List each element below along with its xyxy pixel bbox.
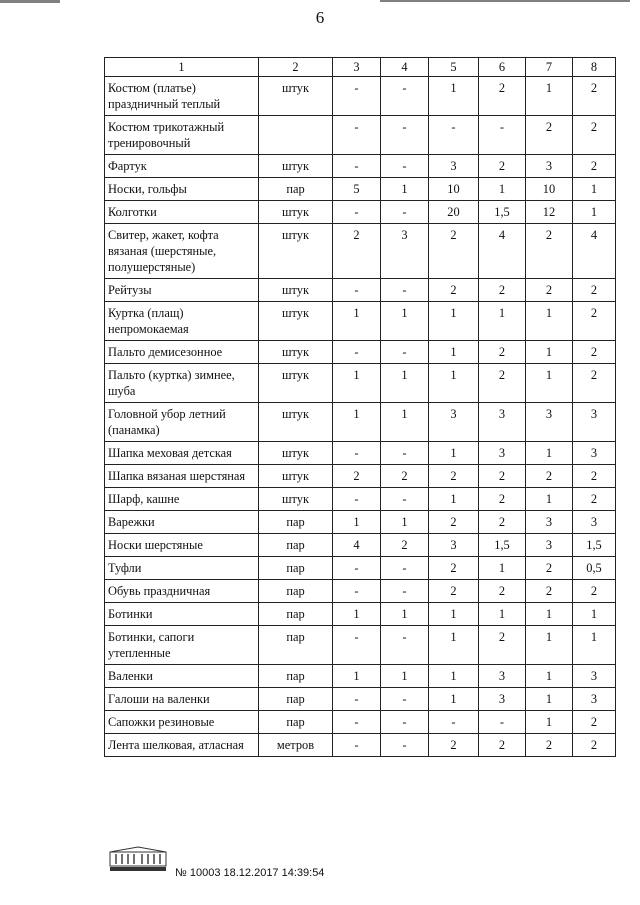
norm-value: - <box>333 77 381 116</box>
norm-value: 3 <box>573 442 616 465</box>
norm-value: 2 <box>573 77 616 116</box>
table-row <box>105 364 616 403</box>
norm-value: 20 <box>429 201 479 224</box>
item-unit: штук <box>259 201 333 224</box>
norm-value: 2 <box>479 364 526 403</box>
item-name: Пальто (куртка) зимнее, шуба <box>105 364 259 403</box>
column-header: 2 <box>259 58 333 77</box>
norm-value: - <box>333 580 381 603</box>
norm-value: 2 <box>526 580 573 603</box>
norm-value: 2 <box>573 341 616 364</box>
norm-value: 1 <box>526 488 573 511</box>
norm-value: 2 <box>479 341 526 364</box>
norm-value: 1 <box>526 442 573 465</box>
item-name: Колготки <box>105 201 259 224</box>
norm-value: - <box>381 711 429 734</box>
table-row <box>105 488 616 511</box>
norm-value: 1 <box>429 302 479 341</box>
norm-value: 1 <box>429 77 479 116</box>
norm-value: - <box>333 557 381 580</box>
norm-value: - <box>333 279 381 302</box>
norm-value: 1 <box>333 403 381 442</box>
norm-value: 2 <box>479 580 526 603</box>
norm-value: - <box>381 442 429 465</box>
norm-value: 3 <box>526 403 573 442</box>
norm-value: 2 <box>573 116 616 155</box>
norm-value: 2 <box>573 279 616 302</box>
table-row <box>105 77 616 116</box>
item-name: Обувь праздничная <box>105 580 259 603</box>
norm-value: 1 <box>526 711 573 734</box>
item-name: Фартук <box>105 155 259 178</box>
norm-value: 2 <box>429 465 479 488</box>
norm-value: 2 <box>479 155 526 178</box>
norm-value: - <box>381 116 429 155</box>
column-header: 6 <box>479 58 526 77</box>
norm-value: 1 <box>333 603 381 626</box>
norm-value: 1 <box>429 364 479 403</box>
item-name: Шарф, кашне <box>105 488 259 511</box>
item-name: Костюм трикотажный тренировочный <box>105 116 259 155</box>
norm-value: - <box>333 116 381 155</box>
item-name: Головной убор летний (панамка) <box>105 403 259 442</box>
norm-value: 1 <box>429 488 479 511</box>
norm-value: 2 <box>479 279 526 302</box>
norm-value: - <box>381 77 429 116</box>
norm-value: 1 <box>526 688 573 711</box>
norm-value: 3 <box>479 442 526 465</box>
norm-value: 2 <box>381 534 429 557</box>
norm-value: - <box>333 201 381 224</box>
norm-value: - <box>429 711 479 734</box>
norm-value: 3 <box>573 511 616 534</box>
norm-value: 3 <box>479 688 526 711</box>
norm-value: 3 <box>479 403 526 442</box>
norm-value: - <box>381 626 429 665</box>
norm-value: 1 <box>526 603 573 626</box>
norm-value: 3 <box>381 224 429 279</box>
norm-value: 10 <box>526 178 573 201</box>
norm-value: 2 <box>573 155 616 178</box>
norm-value: 1 <box>479 302 526 341</box>
norm-value: 3 <box>526 511 573 534</box>
norm-value: 2 <box>429 511 479 534</box>
norm-value: - <box>479 711 526 734</box>
table-row <box>105 116 616 155</box>
item-name: Костюм (платье) праздничный теплый <box>105 77 259 116</box>
norm-value: - <box>333 341 381 364</box>
norm-value: 2 <box>333 224 381 279</box>
norm-value: - <box>381 580 429 603</box>
table-row <box>105 734 616 757</box>
item-unit: пар <box>259 626 333 665</box>
item-unit: пар <box>259 511 333 534</box>
norm-value: 3 <box>429 534 479 557</box>
norm-value: 1 <box>479 557 526 580</box>
norm-value: 2 <box>479 511 526 534</box>
item-name: Варежки <box>105 511 259 534</box>
norm-value: 1 <box>381 403 429 442</box>
norm-value: 1 <box>429 603 479 626</box>
item-unit: пар <box>259 534 333 557</box>
item-name: Пальто демисезонное <box>105 341 259 364</box>
item-name: Носки, гольфы <box>105 178 259 201</box>
table-row <box>105 665 616 688</box>
norm-value: - <box>333 488 381 511</box>
norm-value: 1 <box>381 665 429 688</box>
norm-value: 3 <box>526 155 573 178</box>
table-row <box>105 688 616 711</box>
norm-value: 1 <box>381 178 429 201</box>
norm-value: 1 <box>333 665 381 688</box>
norm-value: 2 <box>573 734 616 757</box>
norm-value: 1 <box>381 511 429 534</box>
norm-value: - <box>381 341 429 364</box>
building-logo-icon <box>108 846 168 872</box>
item-unit: штук <box>259 488 333 511</box>
norm-value: 1 <box>573 626 616 665</box>
norm-value: 1 <box>573 603 616 626</box>
item-unit: штук <box>259 465 333 488</box>
norm-value: 2 <box>526 734 573 757</box>
norm-value: 4 <box>573 224 616 279</box>
item-unit: штук <box>259 403 333 442</box>
norm-value: 3 <box>573 403 616 442</box>
norm-value: 0,5 <box>573 557 616 580</box>
item-unit <box>259 116 333 155</box>
norm-value: - <box>333 711 381 734</box>
norm-value: 1 <box>526 626 573 665</box>
norm-value: - <box>333 155 381 178</box>
norm-value: - <box>333 442 381 465</box>
norm-value: - <box>381 488 429 511</box>
norm-value: 1 <box>526 302 573 341</box>
column-header: 8 <box>573 58 616 77</box>
norm-value: 1 <box>333 511 381 534</box>
norm-value: 1 <box>479 603 526 626</box>
item-name: Лента шелковая, атласная <box>105 734 259 757</box>
column-header: 7 <box>526 58 573 77</box>
table-row <box>105 557 616 580</box>
item-unit: пар <box>259 688 333 711</box>
norm-value: 1 <box>573 178 616 201</box>
norm-value: 2 <box>573 580 616 603</box>
item-unit: штук <box>259 224 333 279</box>
table-row <box>105 201 616 224</box>
norm-value: 3 <box>573 688 616 711</box>
norm-value: 1,5 <box>479 534 526 557</box>
item-unit: метров <box>259 734 333 757</box>
item-unit: пар <box>259 711 333 734</box>
table-row <box>105 534 616 557</box>
norm-value: 3 <box>429 403 479 442</box>
norm-value: - <box>381 201 429 224</box>
norm-value: 1,5 <box>573 534 616 557</box>
norm-value: 3 <box>526 534 573 557</box>
norm-value: 1 <box>429 688 479 711</box>
norm-value: 2 <box>526 116 573 155</box>
norm-value: - <box>381 688 429 711</box>
clothing-norms-table <box>104 57 616 757</box>
item-unit: штук <box>259 341 333 364</box>
norm-value: 3 <box>573 665 616 688</box>
norm-value: 2 <box>573 711 616 734</box>
norm-value: 2 <box>429 580 479 603</box>
norm-value: 5 <box>333 178 381 201</box>
item-unit: штук <box>259 155 333 178</box>
norm-value: 1 <box>381 302 429 341</box>
table-row <box>105 403 616 442</box>
document-reference: № 10003 18.12.2017 14:39:54 <box>175 867 325 879</box>
item-unit: пар <box>259 603 333 626</box>
item-unit: штук <box>259 302 333 341</box>
norm-value: - <box>381 155 429 178</box>
norm-value: - <box>333 626 381 665</box>
norm-value: 2 <box>333 465 381 488</box>
item-name: Ботинки <box>105 603 259 626</box>
table-row <box>105 178 616 201</box>
item-name: Шапка меховая детская <box>105 442 259 465</box>
norm-value: 2 <box>479 626 526 665</box>
item-unit: штук <box>259 77 333 116</box>
item-unit: пар <box>259 665 333 688</box>
item-name: Валенки <box>105 665 259 688</box>
norm-value: 1 <box>573 201 616 224</box>
norm-value: 2 <box>526 224 573 279</box>
table-row <box>105 626 616 665</box>
norm-value: 2 <box>526 465 573 488</box>
item-name: Рейтузы <box>105 279 259 302</box>
column-header: 5 <box>429 58 479 77</box>
norm-value: 10 <box>429 178 479 201</box>
norm-value: 1 <box>333 302 381 341</box>
norm-value: 2 <box>573 364 616 403</box>
table-row <box>105 302 616 341</box>
table-row <box>105 580 616 603</box>
table-row <box>105 341 616 364</box>
norm-value: 2 <box>573 465 616 488</box>
norm-value: 1 <box>479 178 526 201</box>
norm-value: 4 <box>333 534 381 557</box>
table-row <box>105 603 616 626</box>
norm-value: 2 <box>479 734 526 757</box>
table-row <box>105 279 616 302</box>
table-row <box>105 465 616 488</box>
norm-value: - <box>333 734 381 757</box>
norm-value: 1 <box>526 665 573 688</box>
norm-value: - <box>381 557 429 580</box>
item-unit: штук <box>259 442 333 465</box>
table-body <box>105 58 616 757</box>
scan-artifact-right <box>380 0 630 2</box>
table-row <box>105 511 616 534</box>
norm-value: - <box>381 279 429 302</box>
item-name: Шапка вязаная шерстяная <box>105 465 259 488</box>
item-unit: пар <box>259 580 333 603</box>
norm-value: 1 <box>526 364 573 403</box>
norm-value: 2 <box>573 488 616 511</box>
norm-value: 1 <box>381 603 429 626</box>
norm-value: 2 <box>381 465 429 488</box>
norm-value: 1 <box>333 364 381 403</box>
table-row <box>105 711 616 734</box>
item-name: Туфли <box>105 557 259 580</box>
item-name: Галоши на валенки <box>105 688 259 711</box>
norm-value: 4 <box>479 224 526 279</box>
norm-value: 1 <box>381 364 429 403</box>
item-name: Сапожки резиновые <box>105 711 259 734</box>
norm-value: - <box>333 688 381 711</box>
norm-value: 2 <box>429 224 479 279</box>
column-header: 4 <box>381 58 429 77</box>
norm-value: 1 <box>429 442 479 465</box>
item-name: Носки шерстяные <box>105 534 259 557</box>
table-row <box>105 442 616 465</box>
header-row <box>105 58 616 77</box>
norm-value: 12 <box>526 201 573 224</box>
item-unit: штук <box>259 364 333 403</box>
table-row <box>105 155 616 178</box>
page-number: 6 <box>315 8 325 27</box>
item-unit: штук <box>259 279 333 302</box>
column-header: 3 <box>333 58 381 77</box>
column-header: 1 <box>105 58 259 77</box>
norm-value: - <box>479 116 526 155</box>
norm-value: - <box>381 734 429 757</box>
norm-value: 2 <box>479 488 526 511</box>
norm-value: 2 <box>479 465 526 488</box>
item-unit: пар <box>259 178 333 201</box>
norm-value: 1 <box>429 665 479 688</box>
norm-value: 3 <box>429 155 479 178</box>
norm-value: 2 <box>429 279 479 302</box>
item-name: Ботинки, сапоги утепленные <box>105 626 259 665</box>
norm-value: 1 <box>526 341 573 364</box>
item-name: Свитер, жакет, кофта вязаная (шерстяные, полушерстяные) <box>105 224 259 279</box>
norm-value: 2 <box>573 302 616 341</box>
norm-value: 1 <box>429 341 479 364</box>
norm-value: 2 <box>526 557 573 580</box>
norm-value: 1 <box>526 77 573 116</box>
norm-value: 2 <box>429 734 479 757</box>
norm-value: 1 <box>429 626 479 665</box>
norm-value: 1,5 <box>479 201 526 224</box>
norm-value: 3 <box>479 665 526 688</box>
table-row <box>105 224 616 279</box>
item-unit: пар <box>259 557 333 580</box>
norm-value: 2 <box>526 279 573 302</box>
item-name: Куртка (плащ) непромокаемая <box>105 302 259 341</box>
norm-value: 2 <box>479 77 526 116</box>
norm-value: - <box>429 116 479 155</box>
scan-artifact-left <box>0 0 60 3</box>
norm-value: 2 <box>429 557 479 580</box>
